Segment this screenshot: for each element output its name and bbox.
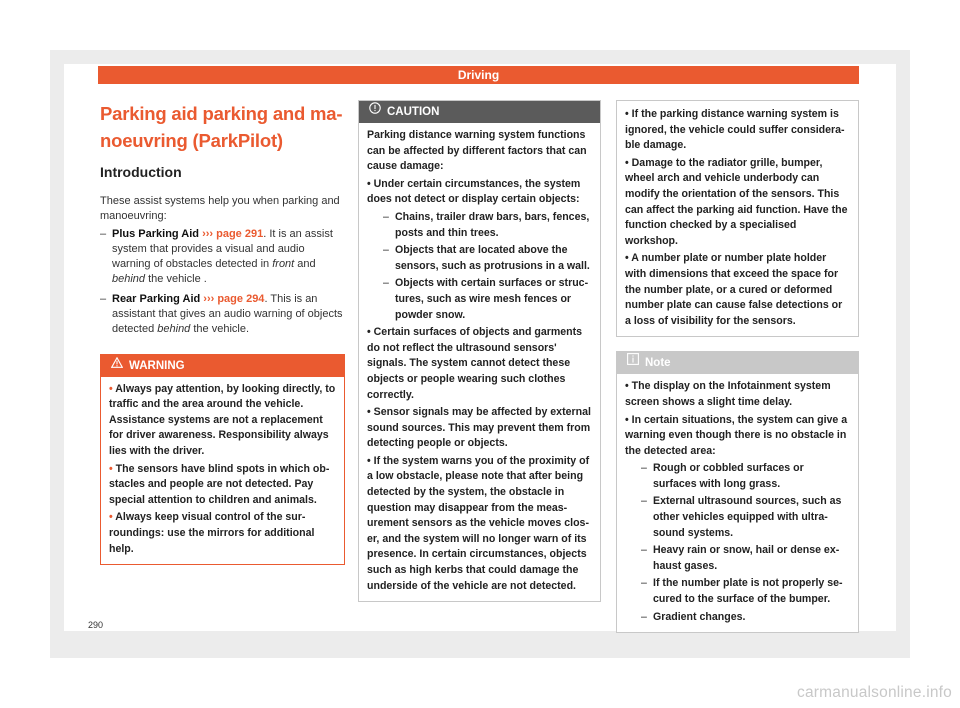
list-item-rear-parking-aid [100,292,345,338]
note-paragraph: • In certain situations, the system can give a warning even though there is no obstacle in the detected area: [625,413,850,460]
warning-header [101,355,344,377]
intro-paragraph: These assist systems help you when parking and manoeuvring: [100,195,340,223]
section-subtitle: Introduction [100,164,182,180]
note-subitem: – If the number plate is not properly secured to the surface of the bumper. [625,576,850,607]
caution-paragraph: • Damage to the radiator grille, bumper, wheel arch and vehicle underbody can modify the orientation of the sensors. This can affect the parking aid function. Have the function checked by a specialised workshop. [625,156,850,250]
warning-paragraph: • Always keep visual control of the surroundings: use the mirrors for additional help. [109,510,336,557]
list-item-plus-parking-aid [100,227,345,288]
caution-subitem: – Chains, trailer draw bars, bars, fences, posts and thin trees. [367,210,592,241]
item-name: Plus Parking Aid [112,227,200,240]
page-number: 290 [88,620,104,630]
note-paragraph: • The display on the Infotainment system screen shows a slight time delay. [625,379,850,410]
item-name: Rear Parking Aid [112,292,201,305]
caution-paragraph: Parking distance warning system functions can be affected by different factors that can cause damage: [367,129,587,173]
warning-paragraph: • Always pay attention, by looking directly, to traffic and the area around the vehicle. Assistance systems are not a replacement for driver awareness. Responsibility always lies with the driver. [109,382,336,460]
item-text: the vehicle . [145,273,207,286]
note-subitem: – Rough or cobbled surfaces or surfaces with long grass. [625,461,850,492]
note-header [617,352,858,374]
warning-body [101,377,344,565]
caution-continued-box [616,100,859,337]
caution-body [359,123,600,601]
page-title-line-1: Parking aid parking and ma- [100,103,343,124]
note-body [617,374,858,632]
column-middle [358,100,601,602]
page-reference-link[interactable]: ››› page 294 [203,292,265,305]
caution-paragraph: • Certain surfaces of objects and garments do not reflect the ultrasound sensors' signals. The system cannot detect these objects or people wearing such clothes correctly. [367,325,592,403]
item-text: . It is an assist system that provides a visual and audio warning of obstacles detected in [112,227,333,271]
item-text: and [294,258,316,271]
caution-circle-icon [369,100,381,122]
note-subitem: – Heavy rain or snow, hail or dense exhaust gases. [625,543,850,574]
watermark: carmanualsonline.info [797,684,952,701]
caution-paragraph: • If the parking distance warning system is ignored, the vehicle could suffer considerable damage. [625,107,850,154]
caution-subitem: – Objects that are located above the sensors, such as protrusions in a wall. [367,243,592,274]
caution-continued-body [617,101,858,336]
note-subitem: – External ultrasound sources, such as other vehicles equipped with ultrasound systems. [625,494,850,541]
caution-paragraph: • A number plate or number plate holder with dimensions that exceed the space for the number plate, or a cured or deformed number plate can cause false detections or a loss of visibility for the sensors. [625,251,850,329]
caution-paragraph: • If the system warns you of the proximity of a low obstacle, please note that after being detected by the system, the obstacle in question may disappear from the measurement sensors as the vehicle moves closer, and the system will no longer warn of its presence. In certain circumstances, objects such as high kerbs that could damage the underside of the vehicle are not detected. [367,454,592,594]
caution-subitem: – Objects with certain surfaces or structures, such as wire mesh fences or powder snow. [367,276,592,323]
warning-triangle-icon [111,354,123,376]
column-left [100,100,345,565]
warning-box [100,354,345,566]
page-title [100,100,345,154]
column-right [616,100,859,633]
note-label: Note [645,357,671,370]
caution-label: CAUTION [387,106,440,118]
warning-paragraph: • The sensors have blind spots in which obstacles and people are not detected. Pay special attention to children and animals. [109,462,336,509]
page-title-line-2: noeuvring (ParkPilot) [100,130,283,151]
caution-paragraph: • Under certain circumstances, the system does not detect or display certain objects: [367,177,592,208]
section-header: Driving [98,66,859,84]
item-text: the vehicle. [190,323,250,336]
warning-label: WARNING [129,359,185,372]
item-emphasis: behind [112,273,146,286]
page-reference-link[interactable]: ››› page 291 [202,227,264,240]
note-box [616,351,859,633]
caution-header [359,101,600,123]
info-icon [627,351,639,373]
item-emphasis: behind [157,323,191,336]
note-subitem: – Gradient changes. [625,610,850,626]
item-emphasis: front [272,258,295,271]
caution-box [358,100,601,602]
caution-paragraph: • Sensor signals may be affected by external sound sources. This may prevent them from detecting people or objects. [367,405,592,452]
item-text: . This is an assistant that gives an audio warning of objects detected [112,292,343,336]
